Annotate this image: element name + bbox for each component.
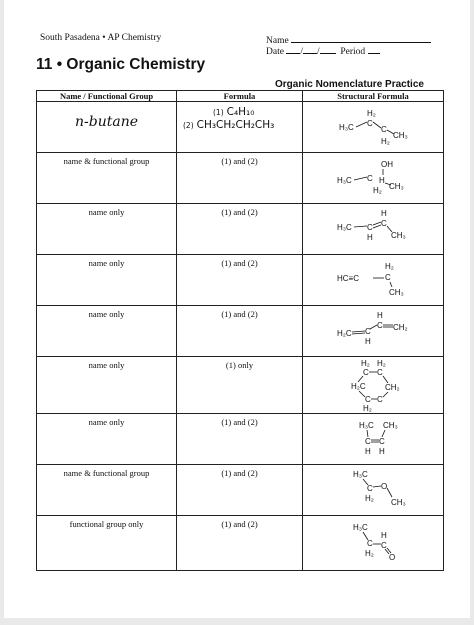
table-row bbox=[37, 306, 444, 357]
double-bond bbox=[352, 333, 365, 334]
atom-label: H bbox=[381, 209, 387, 218]
double-bond bbox=[373, 225, 381, 228]
date-label: Date bbox=[266, 47, 284, 57]
atom-label: H₂C bbox=[337, 329, 352, 338]
atom-label: OH bbox=[381, 160, 393, 169]
table-header-row bbox=[37, 91, 444, 102]
atom-label: H₃C bbox=[353, 523, 368, 532]
table-row bbox=[37, 204, 444, 255]
table-row bbox=[37, 357, 444, 414]
bond bbox=[354, 177, 367, 180]
date-month-blank[interactable] bbox=[286, 45, 300, 54]
atom-label: C bbox=[365, 437, 371, 446]
formula-cell[interactable] bbox=[177, 153, 303, 204]
formula-prompt: (1) and (2) bbox=[221, 309, 258, 319]
atom-label: H₂ bbox=[365, 549, 374, 558]
atom-label: H₂ bbox=[363, 404, 372, 413]
name-prompt: name only bbox=[88, 360, 125, 370]
atom-label: O bbox=[381, 482, 388, 491]
column-header-name: Name / Functional Group bbox=[37, 91, 177, 102]
date-day-blank[interactable] bbox=[303, 45, 317, 54]
aldehyde-structure bbox=[323, 516, 423, 568]
atom-label: H bbox=[367, 233, 373, 242]
name-cell[interactable] bbox=[37, 414, 177, 465]
period-blank[interactable] bbox=[368, 45, 380, 54]
atom-label: C bbox=[379, 437, 385, 446]
structure-cell bbox=[303, 204, 444, 255]
atom-label: H₃C bbox=[353, 470, 368, 479]
name-prompt: functional group only bbox=[69, 519, 144, 529]
worksheet-page bbox=[4, 0, 470, 618]
structure-cell bbox=[303, 465, 444, 516]
structure-cell bbox=[303, 414, 444, 465]
ether-structure bbox=[323, 465, 423, 513]
date-separator: / bbox=[316, 47, 320, 57]
example-formula-cell bbox=[177, 102, 303, 153]
butene-structure bbox=[323, 204, 423, 252]
column-header-formula: Formula bbox=[177, 91, 303, 102]
example-row bbox=[37, 102, 444, 153]
table-row bbox=[37, 465, 444, 516]
molecular-formula: C₄H₁₀ bbox=[226, 106, 255, 118]
bond bbox=[373, 486, 381, 487]
atom-label: C bbox=[365, 395, 371, 404]
atom-label: C bbox=[381, 219, 387, 228]
atom-label: H₂ bbox=[361, 359, 370, 368]
bond bbox=[383, 376, 388, 383]
name-prompt: name only bbox=[88, 417, 125, 427]
atom-label: H bbox=[365, 337, 371, 346]
formula-2-label: (2) bbox=[183, 121, 194, 130]
atom-label: O bbox=[389, 553, 396, 562]
date-year-blank[interactable] bbox=[320, 45, 336, 54]
bond bbox=[390, 282, 392, 287]
structure-cell bbox=[303, 153, 444, 204]
formula-prompt: (1) only bbox=[225, 360, 254, 370]
example-name: n-butane bbox=[75, 114, 138, 130]
atom-label: H bbox=[377, 311, 383, 320]
atom-label: CH₃ bbox=[391, 231, 406, 240]
bond bbox=[363, 479, 368, 485]
formula-cell[interactable] bbox=[177, 414, 303, 465]
structure-cell bbox=[303, 306, 444, 357]
butane-structure bbox=[323, 102, 423, 150]
atom-label: H₃C bbox=[359, 421, 374, 430]
table-row bbox=[37, 516, 444, 571]
period-label: Period bbox=[340, 47, 366, 57]
double-bond bbox=[352, 331, 365, 332]
butadiene-structure bbox=[323, 306, 423, 354]
formula-cell[interactable] bbox=[177, 465, 303, 516]
atom-label: CH₃ bbox=[391, 498, 406, 507]
bond bbox=[373, 122, 381, 128]
name-cell[interactable] bbox=[37, 357, 177, 414]
atom-label: C bbox=[377, 368, 383, 377]
name-prompt: name only bbox=[88, 207, 125, 217]
page-subtitle: Organic Nomenclature Practice bbox=[275, 79, 424, 90]
atom-label: C bbox=[381, 125, 387, 134]
atom-label: CH₃ bbox=[383, 421, 398, 430]
cis-butene-structure bbox=[323, 414, 423, 462]
example-name-cell bbox=[37, 102, 177, 153]
formula-prompt: (1) and (2) bbox=[221, 156, 258, 166]
atom-label: C bbox=[377, 321, 383, 330]
bond bbox=[382, 430, 385, 437]
formula-cell[interactable] bbox=[177, 204, 303, 255]
bond bbox=[383, 392, 388, 397]
formula-1-label: (1) bbox=[213, 108, 224, 117]
name-cell[interactable] bbox=[37, 306, 177, 357]
double-bond bbox=[373, 222, 381, 225]
atom-label: H₂ bbox=[381, 137, 390, 146]
structure-cell bbox=[303, 516, 444, 571]
bond bbox=[387, 226, 392, 232]
atom-label: C bbox=[367, 539, 373, 548]
atom-label: C bbox=[367, 174, 373, 183]
atom-label: C bbox=[365, 327, 371, 336]
atom-label: H₂ bbox=[367, 109, 376, 118]
atom-label: H₃C bbox=[337, 223, 352, 232]
name-label: Name bbox=[266, 36, 289, 46]
formula-cell[interactable] bbox=[177, 255, 303, 306]
date-separator: / bbox=[300, 47, 303, 57]
column-header-structure: Structural Formula bbox=[303, 91, 444, 102]
formula-cell[interactable] bbox=[177, 357, 303, 414]
name-cell[interactable] bbox=[37, 516, 177, 571]
name-cell[interactable] bbox=[37, 204, 177, 255]
bond bbox=[370, 325, 377, 329]
formula-prompt: (1) and (2) bbox=[221, 519, 258, 529]
bond bbox=[367, 430, 368, 437]
page-title: 11 • Organic Chemistry bbox=[36, 56, 206, 73]
atom-label: CH₃ bbox=[389, 288, 404, 297]
name-prompt: name & functional group bbox=[63, 468, 150, 478]
atom-label: H₂ bbox=[377, 359, 386, 368]
atom-label: H₃C bbox=[337, 176, 352, 185]
example-formula bbox=[177, 102, 302, 131]
atom-label: C bbox=[377, 395, 383, 404]
atom-label: C bbox=[385, 273, 391, 282]
atom-label: HC≡C bbox=[337, 274, 359, 283]
cyclohexane-structure bbox=[323, 357, 423, 413]
nomenclature-table bbox=[36, 90, 444, 571]
atom-label: H bbox=[381, 531, 387, 540]
formula-prompt: (1) and (2) bbox=[221, 417, 258, 427]
atom-label: H₃C bbox=[339, 123, 354, 132]
atom-label: C bbox=[363, 368, 369, 377]
name-cell[interactable] bbox=[37, 465, 177, 516]
name-cell[interactable] bbox=[37, 153, 177, 204]
atom-label: H₂ bbox=[385, 262, 394, 271]
atom-label: C bbox=[367, 119, 373, 128]
formula-prompt: (1) and (2) bbox=[221, 468, 258, 478]
atom-label: C bbox=[367, 223, 373, 232]
name-cell[interactable] bbox=[37, 255, 177, 306]
atom-label: H bbox=[365, 447, 371, 456]
bond bbox=[354, 226, 367, 227]
atom-label: H₂ bbox=[373, 186, 382, 195]
table-row bbox=[37, 153, 444, 204]
name-prompt: name only bbox=[88, 309, 125, 319]
atom-label: H bbox=[379, 447, 385, 456]
bond bbox=[387, 488, 392, 497]
structure-cell bbox=[303, 357, 444, 414]
condensed-formula: CH₃CH₂CH₂CH₃ bbox=[196, 119, 275, 131]
butyne-structure bbox=[323, 255, 423, 303]
atom-label: H bbox=[379, 176, 385, 185]
atom-label: CH₂ bbox=[393, 323, 408, 332]
structure-cell bbox=[303, 255, 444, 306]
table-row bbox=[37, 414, 444, 465]
atom-label: CH₃ bbox=[393, 131, 408, 140]
atom-label: H₂ bbox=[365, 494, 374, 503]
bond bbox=[363, 532, 368, 540]
atom-label: C bbox=[381, 541, 387, 550]
atom-label: CH₂ bbox=[385, 383, 400, 392]
bond bbox=[359, 391, 365, 397]
formula-cell[interactable] bbox=[177, 516, 303, 571]
bond bbox=[356, 122, 367, 127]
table-row bbox=[37, 255, 444, 306]
atom-label: C bbox=[367, 484, 373, 493]
name-line[interactable] bbox=[291, 33, 431, 43]
formula-cell[interactable] bbox=[177, 306, 303, 357]
course-label: South Pasadena • AP Chemistry bbox=[40, 33, 162, 43]
example-structure-cell bbox=[303, 102, 444, 153]
formula-prompt: (1) and (2) bbox=[221, 207, 258, 217]
atom-label: H₂C bbox=[351, 382, 366, 391]
date-field[interactable] bbox=[266, 45, 380, 57]
name-prompt: name only bbox=[88, 258, 125, 268]
butanol-structure bbox=[323, 153, 423, 201]
name-prompt: name & functional group bbox=[63, 156, 150, 166]
formula-prompt: (1) and (2) bbox=[221, 258, 258, 268]
atom-label: CH₃ bbox=[389, 182, 404, 191]
